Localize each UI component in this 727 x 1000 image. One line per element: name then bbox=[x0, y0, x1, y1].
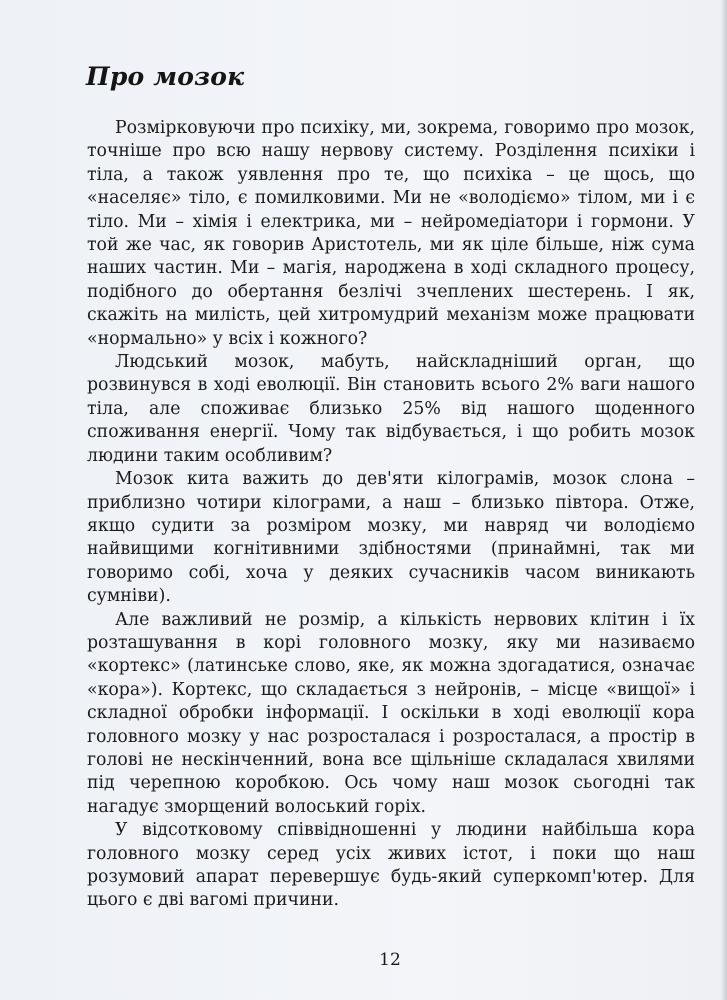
paragraph-1: Розмірковуючи про психіку, ми, зокрема, говоримо про мозок, точніше про всю нашу нервову систему. Розділення психіки і тіла, а також уявлення про те, що психіка – це щось, що «населяє» тіло, є помилковими. Ми не «володіємо» тілом, ми і є тіло. Ми – хімія і електрика, ми – нейромедіатори і гормони. У той же час, як говорив Аристотель, ми як ціле більше, ніж сума наших частин. Ми – магія, народжена в ході складного процесу, подібного до обертання безлічі зчеплених шестерень. І як, скажіть на милість, цей хитромудрий механізм може працювати «нормально» у всіх і кожного? bbox=[87, 118, 695, 349]
section-title: Про мозок bbox=[86, 62, 245, 91]
page-number: 12 bbox=[379, 950, 401, 970]
paragraph-3: Мозок кита важить до дев'яти кілограмів, мозок слона – приблизно чотири кілограми, а наш – близько півтора. Отже, якщо судити за розміром мозку, ми навряд чи володіємо найвищими когнітивними здібностями (принаймні, так ми говоримо собі, хоча у деяких сучасників часом виникають сумніви). bbox=[87, 469, 695, 607]
paragraph-4: Але важливий не розмір, а кількість нервових клітин і їх розташування в корі головного мозку, яку ми називаємо «кортекс» (латинське слово, яке, як можна здогадатися, означає «кора»). Кортекс, що складається з нейронів, – місце «вищої» і складної обробки інформації. І оскільки в ході еволюції кора головного мозку у нас розросталася і розросталася, а простір в голові не нескінченний, вона все щільніше складалася хвилями під черепною коробкою. Ось чому наш мозок сьогодні так нагадує зморщений волоський горіх. bbox=[87, 609, 695, 817]
paragraph-5: У відсотковому співвідношенні у людини найбільша кора головного мозку серед усіх живих істот, і поки що наш розумовий апарат перевершує будь-який суперкомп'ютер. Для цього є дві вагомі причини. bbox=[87, 820, 695, 911]
page-edge-shadow bbox=[721, 0, 727, 1000]
paragraph-2: Людський мозок, мабуть, найскладніший орган, що розвинувся в ході еволюції. Він становить всього 2% ваги нашого тіла, але споживає близько 25% від нашого щоденного споживання енергії. Чому так відбувається, і що робить мозок людини таким особливим? bbox=[87, 352, 695, 466]
body-text bbox=[87, 117, 695, 913]
